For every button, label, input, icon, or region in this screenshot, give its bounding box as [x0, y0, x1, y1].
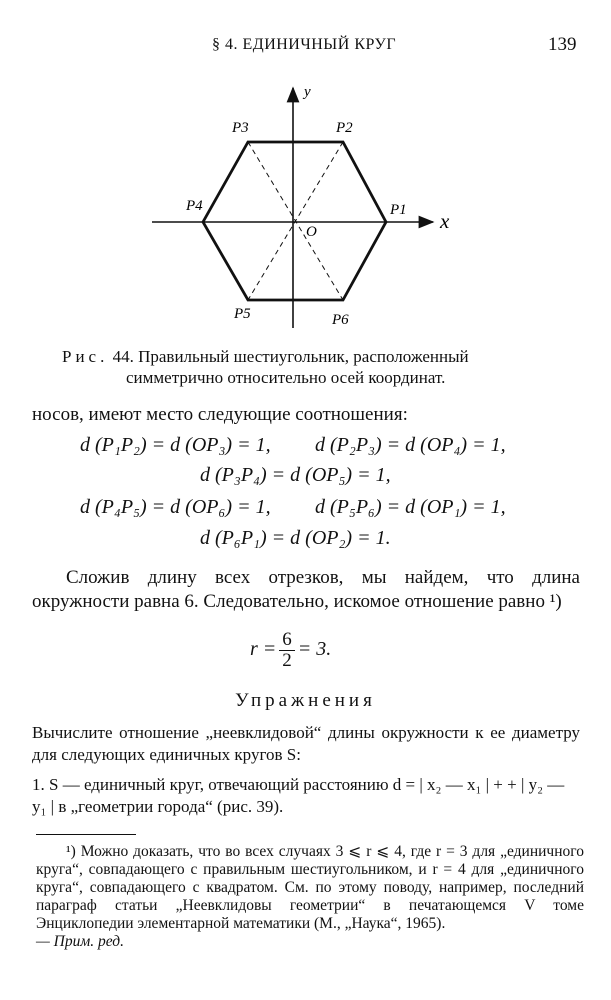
ratio-fraction — [279, 630, 295, 671]
footnote-body: ¹) Можно доказать, что во всех случаях 3 ⩽ r ⩽ 4, где r = 3 для „единичного круга“, совпадающего с правильным шестиугольником, и r = 4 для „единичного круга“, совпадающего с квадратом. См. по этому поводу, например, последний параграф статьи „Неевклидовы геометрии“ в печатающемся V томе Энциклопедии элементарной математики (М., „Наука“, 1965). — [36, 843, 584, 932]
label-p3: P3 — [232, 120, 249, 136]
exercise-item-1: 1. S — единичный круг, отвечающий расстоянию d = | x₂ — x₁ | + + | y₂ — y₁ | в „геометрии города“ (рис. 39). — [32, 775, 565, 816]
caption-line-1: 44. Правильный шестиугольник, расположенный — [112, 347, 469, 366]
ratio-rhs: = 3. — [297, 638, 332, 661]
exercises-intro: Вычислите отношение „неевклидовой“ длины окружности к ее диаметру для следующих единичных кругов S: — [32, 723, 580, 764]
equation-3a: d (P₄P₅) = d (OP₆) = 1, — [80, 496, 271, 518]
origin-label: O — [306, 224, 317, 240]
label-p4: P4 — [186, 198, 203, 214]
axis-label-x: x — [440, 209, 450, 233]
footnote-text — [36, 843, 584, 951]
label-p5: P5 — [234, 306, 251, 322]
caption-line-2: симметрично относительно осей координат. — [126, 368, 446, 387]
running-title: § 4. ЕДИНИЧНЫЙ КРУГ — [212, 36, 397, 53]
ratio-formula — [250, 630, 331, 671]
footnote-rule — [36, 834, 136, 835]
figure-caption — [62, 346, 562, 388]
caption-lead: Рис. — [62, 347, 109, 366]
hexagon-figure — [140, 80, 470, 340]
hexagon — [203, 142, 386, 300]
ratio-denominator: 2 — [282, 650, 292, 671]
footnote-signature: — Прим. ред. — [36, 933, 124, 950]
equation-1a: d (P₁P₂) = d (OP₃) = 1, — [80, 434, 271, 456]
label-p1: P1 — [390, 202, 407, 218]
page-header — [0, 34, 611, 58]
intro-text: носов, имеют место следующие соотношения: — [32, 404, 408, 425]
label-p6: P6 — [332, 312, 349, 328]
equation-4: d (P₆P₁) = d (OP₂) = 1. — [200, 527, 391, 549]
label-p2: P2 — [336, 120, 353, 136]
axis-label-y: y — [304, 84, 311, 100]
ratio-lhs: r = — [250, 638, 277, 661]
equation-2: d (P₃P₄) = d (OP₅) = 1, — [200, 464, 391, 486]
page-number: 139 — [548, 34, 577, 55]
exercises-title: Упражнения — [235, 690, 376, 711]
paragraph-conclusion: Сложив длину всех отрезков, мы найдем, что длина окружности равна 6. Следовательно, искомое отношение равно ¹) — [32, 567, 580, 612]
ratio-numerator: 6 — [279, 630, 295, 651]
equation-3b: d (P₅P₆) = d (OP₁) = 1, — [315, 496, 506, 518]
equation-1b: d (P₂P₃) = d (OP₄) = 1, — [315, 434, 506, 456]
